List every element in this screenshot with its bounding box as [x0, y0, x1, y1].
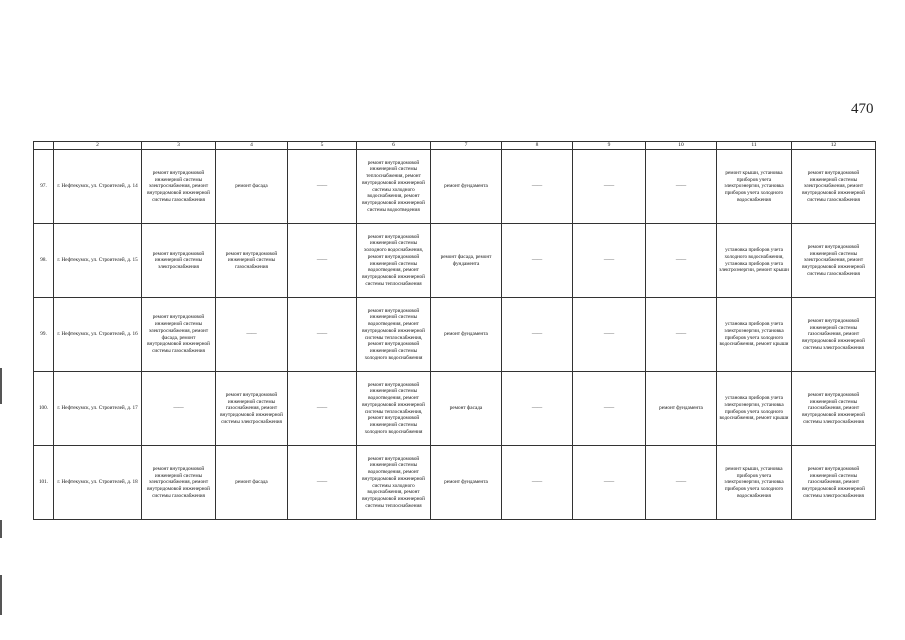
table-cell: установка приборов учета холодного водоснабжения, установка приборов учета электроэнергии, ремонт крыши [717, 224, 792, 298]
table-cell: ремонт фундамента [646, 372, 717, 446]
table-cell: —— [502, 446, 573, 520]
table-cell: установка приборов учета электроэнергии, установка приборов учета холодного водоснабжения, ремонт крыши [717, 372, 792, 446]
address-cell: г. Нефтекумск, ул. Строителей, д. 18 [54, 446, 142, 520]
page-edge-mark [0, 575, 2, 615]
table-cell: ремонт фундамента [431, 298, 502, 372]
table-cell: установка приборов учета электроэнергии, установка приборов учета холодного водоснабжения, ремонт крыши [717, 298, 792, 372]
table-cell: —— [646, 446, 717, 520]
column-header: 8 [502, 142, 573, 150]
table-cell: ремонт фасада, ремонт фундамента [431, 224, 502, 298]
table-cell: —— [573, 150, 646, 224]
column-header: 9 [573, 142, 646, 150]
table-cell: ремонт внутридомовой инженерной системы электроснабжения, ремонт внутридомовой инженерной системы газоснабжения [142, 150, 216, 224]
table-cell: —— [646, 224, 717, 298]
table-cell: ремонт внутридомовой инженерной системы газоснабжения, ремонт внутридомовой инженерной системы электроснабжения [792, 298, 876, 372]
column-header: 12 [792, 142, 876, 150]
table-cell: ремонт внутридомовой инженерной системы газоснабжения [216, 224, 288, 298]
table-cell: ремонт внутридомовой инженерной системы водоотведения, ремонт внутридомовой инженерной системы теплоснабжения, ремонт внутридомовой инженерной системы холодного водоснабжения [357, 298, 431, 372]
address-cell: г. Нефтекумск, ул. Строителей, д. 16 [54, 298, 142, 372]
table-cell: —— [646, 150, 717, 224]
table-row [34, 224, 876, 298]
table-cell: —— [573, 298, 646, 372]
table-cell: —— [502, 372, 573, 446]
page-edge-mark [0, 520, 2, 538]
table-row [34, 372, 876, 446]
table-cell: —— [288, 372, 357, 446]
table-cell: ремонт внутридомовой инженерной системы газоснабжения, ремонт внутридомовой инженерной системы электроснабжения [792, 446, 876, 520]
table-cell: —— [502, 150, 573, 224]
column-header: 11 [717, 142, 792, 150]
column-header: 2 [54, 142, 142, 150]
table-cell: —— [502, 298, 573, 372]
table-cell: ремонт внутридомовой инженерной системы электроснабжения, ремонт фасада, ремонт внутридомовой инженерной системы газоснабжения [142, 298, 216, 372]
table-cell: ремонт внутридомовой инженерной системы холодного водоснабжения, ремонт внутридомовой инженерной системы водоотведения, ремонт внутридомовой инженерной системы теплоснабжения [357, 224, 431, 298]
table-cell: —— [502, 224, 573, 298]
table-cell: —— [288, 150, 357, 224]
table-cell: ремонт внутридомовой инженерной системы теплоснабжения, ремонт внутридомовой инженерной системы холодного водоснабжения, ремонт внутридомовой инженерной системы водоотведения [357, 150, 431, 224]
table-cell: ремонт внутридомовой инженерной системы электроснабжения, ремонт внутридомовой инженерной системы газоснабжения [792, 150, 876, 224]
address-cell: г. Нефтекумск, ул. Строителей, д. 15 [54, 224, 142, 298]
table-cell: ремонт фундамента [431, 446, 502, 520]
table-cell: —— [142, 372, 216, 446]
address-cell: г. Нефтекумск, ул. Строителей, д. 17 [54, 372, 142, 446]
table-cell: ремонт внутридомовой инженерной системы газоснабжения, ремонт внутридомовой инженерной системы электроснабжения [792, 372, 876, 446]
table-cell: ремонт фундамента [431, 150, 502, 224]
column-header: 5 [288, 142, 357, 150]
table-row [34, 446, 876, 520]
table-cell: ремонт внутридомовой инженерной системы газоснабжения, ремонт внутридомовой инженерной системы электроснабжения [216, 372, 288, 446]
table-cell: ремонт внутридомовой инженерной системы водоотведения, ремонт внутридомовой инженерной системы холодного водоснабжения, ремонт внутридомовой инженерной системы теплоснабжения [357, 446, 431, 520]
row-number: 101. [34, 446, 54, 520]
row-number: 97. [34, 150, 54, 224]
page-number: 470 [851, 101, 874, 117]
table-cell: ремонт крыши, установка приборов учета электроэнергии, установка приборов учета холодного водоснабжения [717, 446, 792, 520]
row-number: 99. [34, 298, 54, 372]
table-cell: ремонт внутридомовой инженерной системы электроснабжения, ремонт внутридомовой инженерной системы газоснабжения [142, 446, 216, 520]
row-number: 100. [34, 372, 54, 446]
column-header: 6 [357, 142, 431, 150]
table-cell: —— [646, 298, 717, 372]
table-cell: —— [288, 446, 357, 520]
table-cell: ремонт крыши, установка приборов учета электроэнергии, установка приборов учета холодного водоснабжения [717, 150, 792, 224]
header-row [34, 142, 876, 150]
table-cell: —— [288, 298, 357, 372]
table-cell: —— [573, 446, 646, 520]
address-cell: г. Нефтекумск, ул. Строителей, д. 14 [54, 150, 142, 224]
column-header: 3 [142, 142, 216, 150]
column-header [34, 142, 54, 150]
table-cell: —— [573, 372, 646, 446]
page-edge-mark [0, 368, 2, 404]
table-cell: —— [288, 224, 357, 298]
row-number: 98. [34, 224, 54, 298]
table-cell: —— [573, 224, 646, 298]
table-cell: ремонт фасада [216, 446, 288, 520]
works-schedule-table [33, 141, 876, 520]
column-header: 7 [431, 142, 502, 150]
table-cell: —— [216, 298, 288, 372]
table-cell: ремонт внутридомовой инженерной системы водоотведения, ремонт внутридомовой инженерной системы теплоснабжения, ремонт внутридомовой инженерной системы холодного водоснабжения [357, 372, 431, 446]
table-cell: ремонт внутридомовой инженерной системы электроснабжения [142, 224, 216, 298]
table-cell: ремонт фасада [431, 372, 502, 446]
table-row [34, 298, 876, 372]
column-header: 4 [216, 142, 288, 150]
table-cell: ремонт фасада [216, 150, 288, 224]
table-cell: ремонт внутридомовой инженерной системы электроснабжения, ремонт внутридомовой инженерной системы газоснабжения [792, 224, 876, 298]
column-header: 10 [646, 142, 717, 150]
table-row [34, 150, 876, 224]
